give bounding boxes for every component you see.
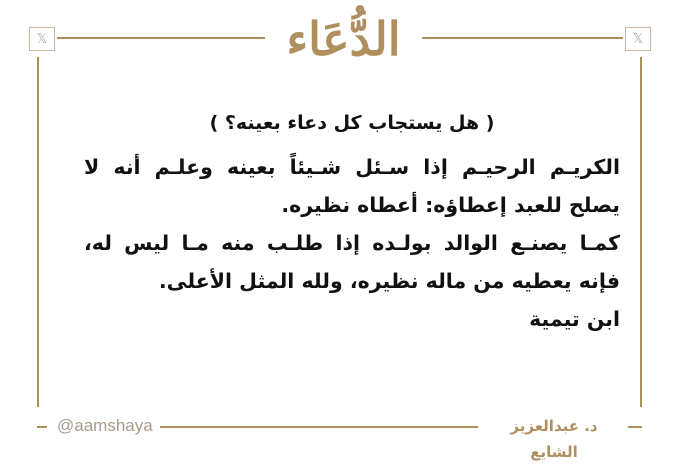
frame-top-right-line (422, 37, 623, 39)
quote-line-2: يصلح للعبد إعطاؤه: أعطاه نظيره. (281, 193, 620, 217)
quote-line-3: كمـا يصنـع الوالد بولـده إذا طلـب منه مـا ليس له، (84, 231, 620, 255)
frame-left-line (37, 57, 39, 407)
quote-line-4: فإنه يعطيه من ماله نظيره، ولله المثل الأعلى. (158, 269, 620, 293)
frame-bottom-middle-line (160, 426, 478, 428)
quote-line-1: الكريـم الرحيـم إذا سـئل شـيئاً بعينه وعلـم أنه لا (84, 155, 620, 179)
quote-question: ( هل يستجاب كل دعاء بعينه؟ ) (209, 112, 495, 134)
frame-right-line (640, 57, 642, 407)
frame-bottom-right-line (628, 426, 642, 428)
page-title: الدُّعَاء (286, 12, 401, 66)
x-logo-icon: 𝕏 (625, 27, 651, 51)
frame-top-left-line (57, 37, 265, 39)
x-logo-icon: 𝕏 (29, 27, 55, 51)
social-handle: @aamshaya (57, 416, 153, 435)
frame-bottom-left-line (37, 426, 47, 428)
quote-attribution: ابن تيمية (529, 307, 620, 331)
quote-content (84, 108, 620, 338)
author-signature: د. عبدالعزيز الشايع (510, 417, 598, 461)
